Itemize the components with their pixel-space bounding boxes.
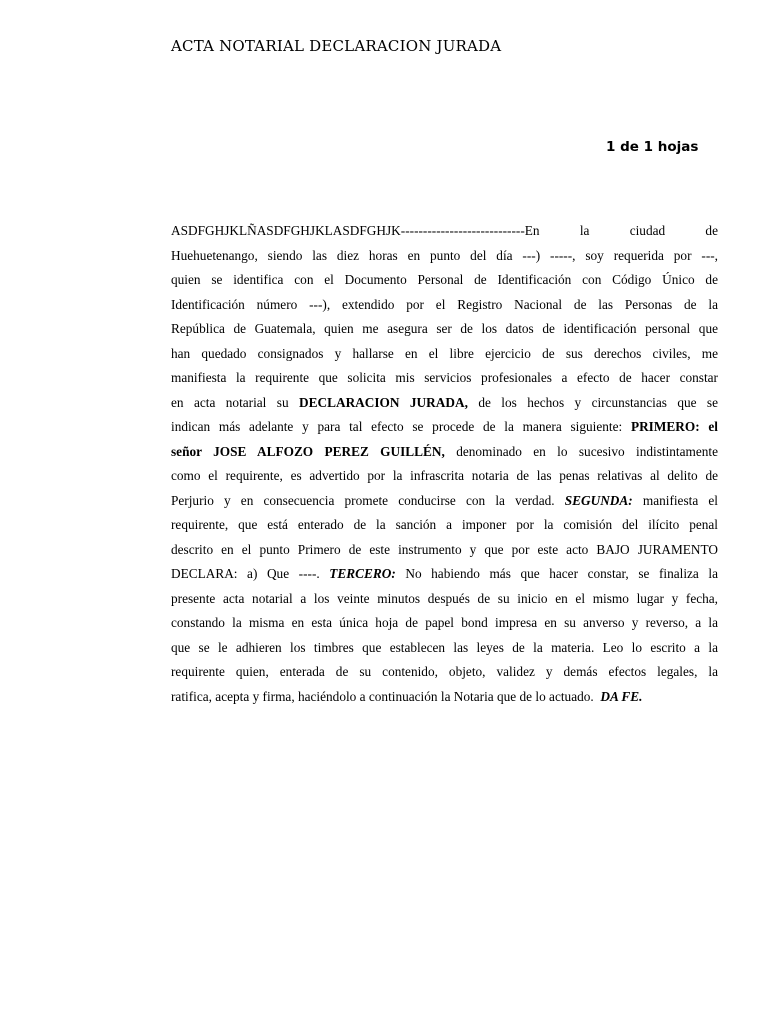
sheet-count: 1 de 1 hojas <box>606 139 699 155</box>
clause-primero-label: PRIMERO: el <box>630 419 718 434</box>
requirent-name: señor JOSE ALFOZO PEREZ GUILLÉN, <box>171 443 445 459</box>
body-line: que se le adhieren los timbres que establecen las leyes de la materia. Leo lo escrito a la <box>171 639 718 655</box>
body-text-run: en acta notarial su <box>171 394 300 410</box>
body-text-run: de los hechos y circunstancias que se <box>467 394 718 410</box>
da-fe-closing: DA FE. <box>600 688 643 704</box>
body-line: requirente quien, enterada de su contenido, objeto, validez y demás efectos legales, la <box>171 664 718 679</box>
body-line <box>171 415 718 440</box>
body-line: Huehuetenango, siendo las diez horas en punto del día ---) -----, soy requerida por ---, <box>171 247 718 263</box>
clause-tercero-label: TERCERO: <box>329 566 396 581</box>
body-line: han quedado consignados y hallarse en el libre ejercicio de sus derechos civiles, me <box>171 345 718 361</box>
body-line <box>171 391 718 416</box>
body-line <box>171 489 718 514</box>
body-line: quien se identifica con el Documento Personal de Identificación con Código Único de <box>171 272 718 287</box>
document-title: ACTA NOTARIAL DECLARACION JURADA <box>171 37 502 55</box>
declaration-heading: DECLARACION JURADA, <box>299 394 468 410</box>
clause-segunda-label: SEGUNDA: <box>564 492 633 508</box>
body-line: constando la misma en esta única hoja de papel bond impresa en su anverso y reverso, a la <box>171 615 718 630</box>
body-text-run: denominado en lo sucesivo indistintamente <box>444 443 718 459</box>
body-line <box>171 440 718 465</box>
body-line: presente acta notarial a los veinte minutos después de su inicio en el mismo lugar y fecha, <box>171 590 718 606</box>
body-line: Identificación número ---), extendido por el Registro Nacional de las Personas de la <box>171 296 718 312</box>
body-line: manifiesta la requirente que solicita mis servicios profesionales a efecto de hacer constar <box>171 370 718 385</box>
document-body <box>171 219 718 709</box>
body-line: como el requirente, es advertido por la infrascrita notaria de las penas relativas al delito de <box>171 468 718 483</box>
body-line: requirente, que está enterado de la sanción a imponer por la comisión del ilícito penal <box>171 517 718 532</box>
body-text-run: manifiesta el <box>632 492 718 508</box>
body-text-run: indican más adelante y para tal efecto se procede de la manera siguiente: <box>171 419 631 434</box>
body-line-last <box>171 685 718 710</box>
body-text-run: ratifica, acepta y firma, haciéndolo a continuación la Notaria que de lo actuado. <box>171 688 601 704</box>
body-text-run: Perjurio y en consecuencia promete conducirse con la verdad. <box>171 492 565 508</box>
body-line <box>171 562 718 587</box>
body-text-run: DECLARA: a) Que ----. <box>171 566 330 581</box>
body-text-run: No habiendo más que hacer constar, se finaliza la <box>395 566 718 581</box>
body-line: descrito en el punto Primero de este instrumento y que por este acto BAJO JURAMENTO <box>171 541 718 557</box>
body-line: ASDFGHJKLÑASDFGHJKLASDFGHJK----------------------------En la ciudad de <box>171 223 718 238</box>
body-line: República de Guatemala, quien me asegura ser de los datos de identificación personal que <box>171 321 718 336</box>
